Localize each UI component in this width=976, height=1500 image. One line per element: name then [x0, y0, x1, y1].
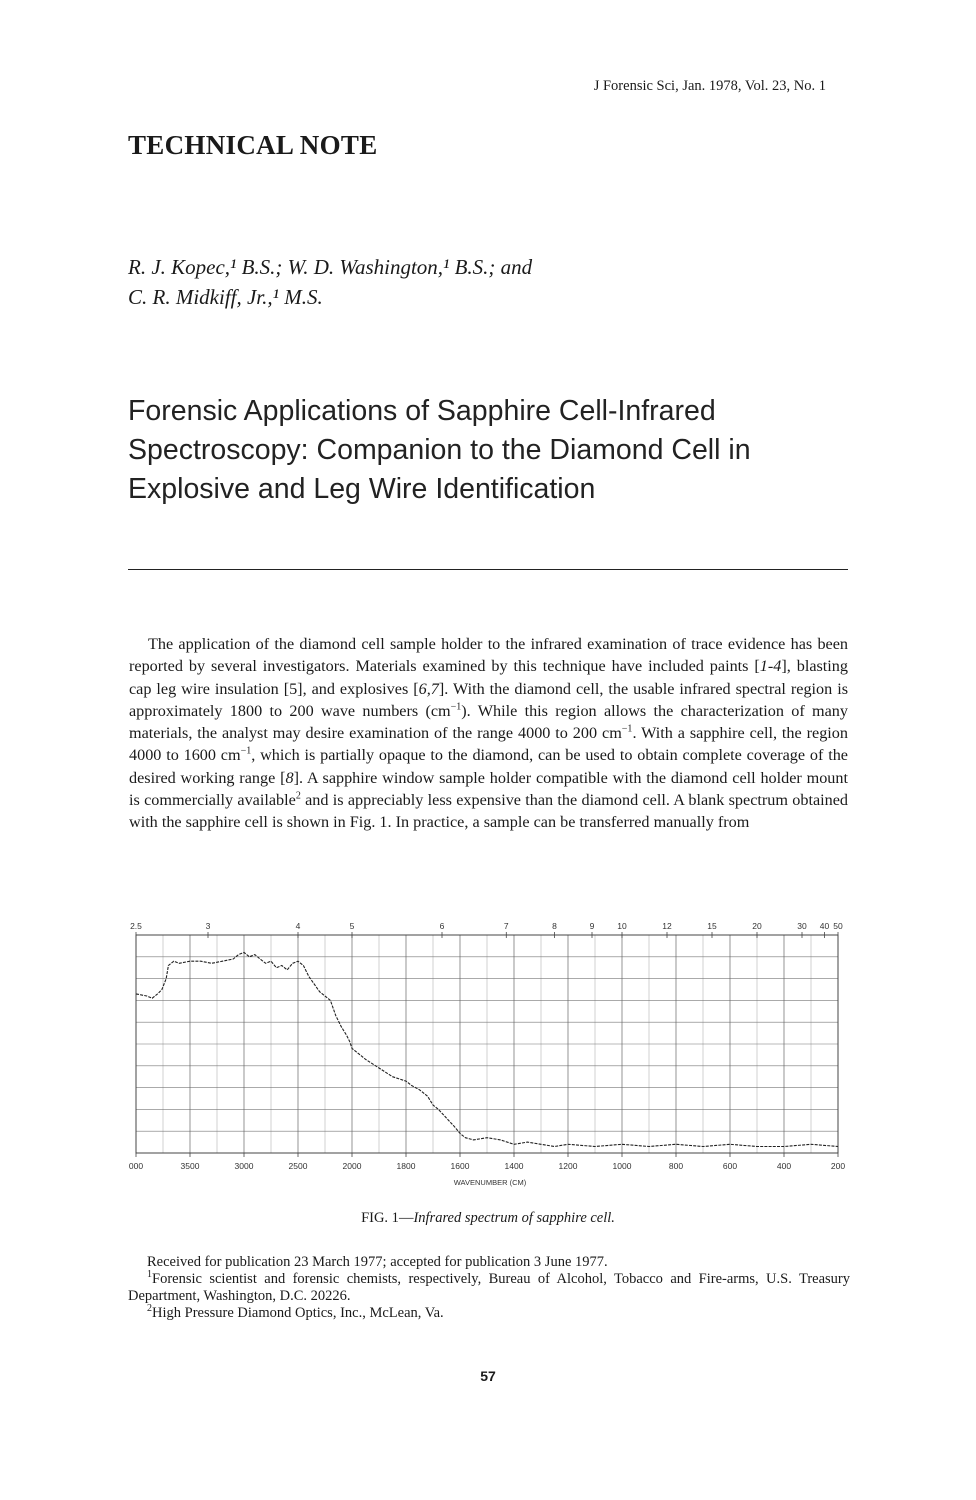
bottom-tick-label: 400 [776, 1161, 792, 1171]
top-tick-label: 5 [349, 921, 355, 931]
superscript: −1 [621, 723, 633, 735]
top-tick-label: 7 [503, 921, 509, 931]
title-line-2: Spectroscopy: Companion to the Diamond Cell in [128, 434, 751, 466]
body-text: , which is partially opaque to the diamond, can be used to obtain complete coverage of the desired working range [ [129, 746, 848, 787]
bottom-tick-label: 800 [668, 1161, 684, 1171]
reference: 6,7 [418, 679, 439, 698]
top-tick-label: 9 [589, 921, 595, 931]
bottom-tick-label: 600 [722, 1161, 738, 1171]
body-text: ]. A sapphire window sample holder compatible with the diamond cell holder mount is commercially available [129, 768, 848, 810]
figure-title: Infrared spectrum of sapphire cell. [413, 1210, 615, 1226]
top-tick-label: 30 [797, 921, 807, 931]
footnotes [128, 1254, 850, 1322]
bottom-tick-label: 1000 [612, 1161, 632, 1171]
bottom-tick-label: 2500 [288, 1161, 308, 1171]
top-tick-label: 4 [295, 921, 301, 931]
footnote-text: Forensic scientist and forensic chemists, respectively, Bureau of Alcohol, Tobacco and Fire-arms, U.S. Treasury Department, Washington, D.C. 20226. [128, 1271, 850, 1304]
title-divider [128, 569, 848, 570]
ir-spectrum-chart [128, 915, 850, 1195]
superscript: −1 [450, 701, 462, 713]
body-text: and is appreciably less expensive than the diamond cell. A blank spectrum obtained with the sapphire cell is shown in Fig. 1. In practice, a sample can be transferred manually from [129, 791, 848, 832]
top-tick-label: 10 [617, 921, 627, 931]
bottom-tick-label: 3500 [180, 1161, 200, 1171]
footnote-1 [128, 1271, 850, 1305]
superscript: −1 [240, 746, 252, 758]
section-heading: TECHNICAL NOTE [128, 130, 378, 160]
top-tick-label: 8 [552, 921, 557, 931]
footnote-2 [128, 1305, 850, 1322]
caption-dash: — [398, 1210, 414, 1226]
top-tick-label: 20 [752, 921, 762, 931]
x-axis-label: WAVENUMBER (CM) [453, 1178, 527, 1187]
title-line-1: Forensic Applications of Sapphire Cell-Infrared [128, 395, 716, 427]
figure-caption [0, 1210, 976, 1227]
body-text: ). While this region allows the characterization of many materials, the analyst may desire examination of the range 4000 to 200 cm [129, 701, 848, 743]
body-text: ]. With the diamond cell, the usable infrared spectral region is approximately 1800 to 200 wave numbers (cm [129, 679, 848, 720]
bottom-tick-label: 1800 [396, 1161, 416, 1171]
received-note: Received for publication 23 March 1977; accepted for publication 3 June 1977. [147, 1254, 608, 1270]
body-text: . With a sapphire cell, the region 4000 to 1600 cm [129, 724, 848, 765]
bottom-tick-label: 1600 [450, 1161, 470, 1171]
footnote-mark: 2 [295, 790, 301, 802]
body-paragraph [129, 633, 848, 834]
title-line-3: Explosive and Leg Wire Identification [128, 473, 596, 505]
author-line-1: R. J. Kopec,¹ B.S.; W. D. Washington,¹ B.S.; and [128, 255, 533, 279]
top-tick-label: 3 [205, 921, 211, 931]
bottom-axis-ticks [129, 1153, 845, 1171]
top-tick-label: 6 [439, 921, 445, 931]
journal-reference: J Forensic Sci, Jan. 1978, Vol. 23, No. 1 [593, 78, 826, 94]
body-text: The application of the diamond cell sample holder to the infrared examination of trace evidence has been reported by several investigators. Materials examined by this technique have included paints [ [129, 635, 848, 676]
top-tick-label: 50 [833, 921, 843, 931]
top-tick-label: 15 [707, 921, 717, 931]
footnote-text: High Pressure Diamond Optics, Inc., McLean, Va. [152, 1305, 444, 1321]
top-tick-label: 40 [819, 921, 830, 931]
footnote-mark: 1 [147, 1269, 152, 1281]
bottom-tick-label: 000 [128, 1161, 144, 1171]
page-number: 57 [480, 1368, 496, 1384]
top-tick-label: 12 [662, 921, 672, 931]
reference: 1-4 [759, 657, 782, 676]
bottom-tick-label: 1400 [504, 1161, 524, 1171]
reference: 8 [285, 768, 294, 787]
article-title [128, 392, 868, 509]
top-tick-label: 2.5 [130, 921, 142, 931]
bottom-tick-label: 2000 [342, 1161, 362, 1171]
body-text: ], blasting cap leg wire insulation [5], and explosives [ [129, 657, 848, 698]
bottom-tick-label: 200 [830, 1161, 846, 1171]
bottom-tick-label: 1200 [558, 1161, 578, 1171]
author-line-2: C. R. Midkiff, Jr.,¹ M.S. [128, 285, 323, 309]
bottom-tick-label: 3000 [234, 1161, 254, 1171]
figure-label: FIG. 1 [361, 1210, 399, 1226]
author-list [128, 252, 532, 312]
footnote-mark: 2 [147, 1303, 152, 1315]
